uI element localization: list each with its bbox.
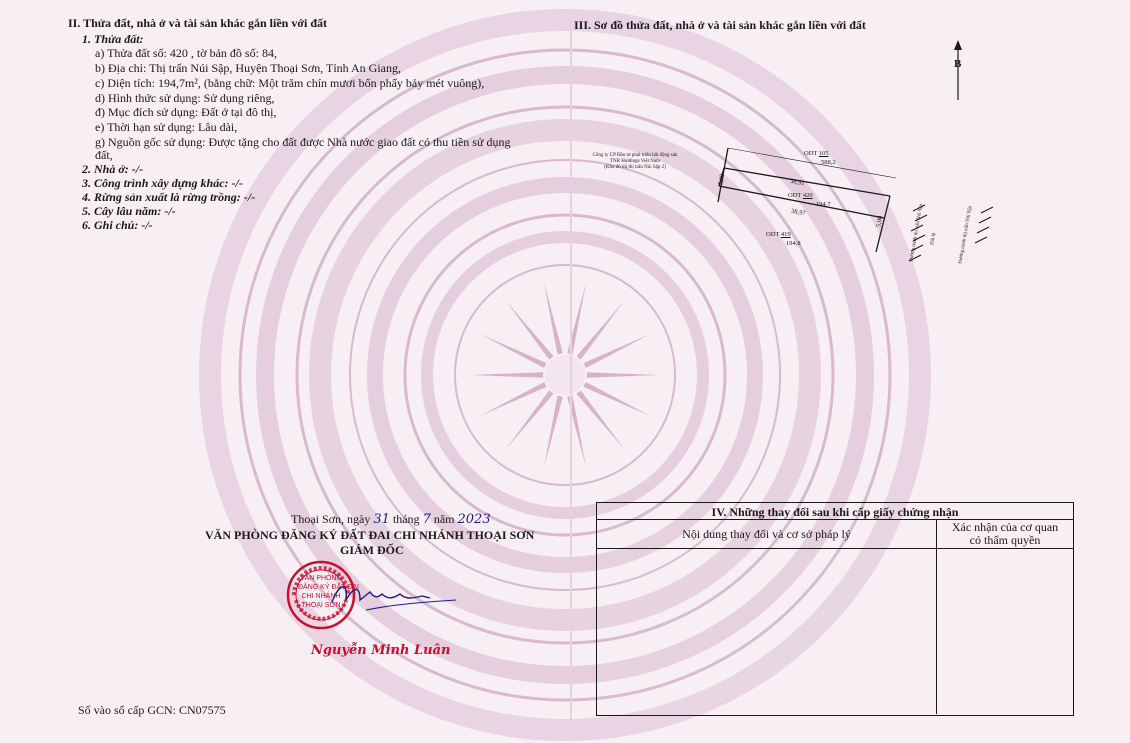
changes-col-confirm: Xác nhận của cơ quan có thẩm quyền	[937, 520, 1073, 549]
issuing-office: VĂN PHÒNG ĐĂNG KÝ ĐẤT ĐAI CHI NHÁNH THOẠI SƠN	[205, 528, 535, 542]
parcel-main-area: 194,7	[816, 201, 831, 208]
north-arrow-icon	[951, 40, 965, 102]
dim-right: 5,00	[875, 215, 885, 228]
changes-col-content: Nội dung thay đổi và cơ sở pháp lý	[597, 520, 937, 549]
road-label-2: Đất lộ	[930, 232, 938, 246]
road-label-1: Đường tránh thị trấn Núi Sập	[909, 203, 925, 263]
address-line: b) Địa chỉ: Thị trấn Núi Sập, Huyện Thoại Sơn, Tỉnh An Giang,	[95, 61, 401, 75]
origin-line-2: đất,	[95, 148, 113, 162]
other-construction-item: 3. Công trình xây dựng khác: -/-	[82, 176, 243, 190]
changes-table	[596, 502, 1074, 716]
perennial-tree-item: 5. Cây lâu năm: -/-	[82, 204, 176, 218]
parcel-bottom-area: 194,8	[786, 240, 801, 247]
north-label: B	[954, 58, 962, 70]
changes-table-heading: IV. Những thay đổi sau khi cấp giấy chứng nhận	[597, 503, 1073, 520]
dim-left: 5,00	[717, 173, 727, 186]
parcel-top-area: 588,2	[821, 159, 836, 166]
land-heading: 1. Thửa đất:	[82, 32, 144, 46]
parcel-top-label: ODT 105	[804, 150, 829, 157]
signer-name: Nguyễn Minh Luân	[311, 643, 451, 658]
dim-top: 38,91	[789, 177, 806, 188]
place-date: Thoại Sơn, ngày 31 tháng 7 năm 2023	[291, 512, 491, 527]
seal-text: VĂN PHÒNG ĐĂNG KÝ ĐẤT ĐAI CHI NHÁNH THOẠI SƠN	[298, 575, 359, 609]
use-form-line: d) Hình thức sử dụng: Sử dụng riêng,	[95, 91, 275, 105]
term-line: e) Thời hạn sử dụng: Lâu dài,	[95, 120, 238, 134]
parcel-bottom-label: ODT 419	[766, 231, 791, 238]
registry-number: Số vào sổ cấp GCN: CN07575	[78, 703, 226, 717]
adjacent-owner: Công ty CP Đầu tư phát triển bất động sản TNR Holdings Việt Nam (Khu đô thị thị trấn Núi Sập 2)	[592, 153, 678, 170]
changes-col-divider	[936, 549, 937, 714]
dim-bottom: 38,97	[790, 207, 807, 218]
purpose-line: đ) Mục đích sử dụng: Đất ở tại đô thị,	[95, 105, 277, 119]
area-line: c) Diện tích: 194,7m², (bằng chữ: Một trăm chín mươi bốn phẩy bảy mét vuông),	[95, 76, 485, 90]
note-item: 6. Ghi chú: -/-	[82, 218, 153, 232]
director-title: GIÁM ĐỐC	[340, 543, 404, 557]
planted-forest-item: 4. Rừng sản xuất là rừng trồng: -/-	[82, 190, 256, 204]
house-item: 2. Nhà ở: -/-	[82, 162, 144, 176]
parcel-line: a) Thửa đất số: 420 , tờ bản đồ số: 84,	[95, 46, 277, 60]
origin-line-1: g) Nguồn gốc sử dụng: Được tặng cho đất được Nhà nước giao đất có thu tiền sử dụng	[95, 135, 511, 149]
director-signature-icon	[326, 576, 476, 616]
road-label-3: Đường tránh thị trấn Núi Sập	[958, 205, 974, 265]
parcel-main-label: ODT 420	[788, 192, 813, 199]
section3-heading: III. Sơ đồ thửa đất, nhà ở và tài sản khác gắn liền với đất	[574, 18, 866, 32]
section2-heading: II. Thửa đất, nhà ở và tài sản khác gắn liền với đất	[68, 16, 328, 30]
